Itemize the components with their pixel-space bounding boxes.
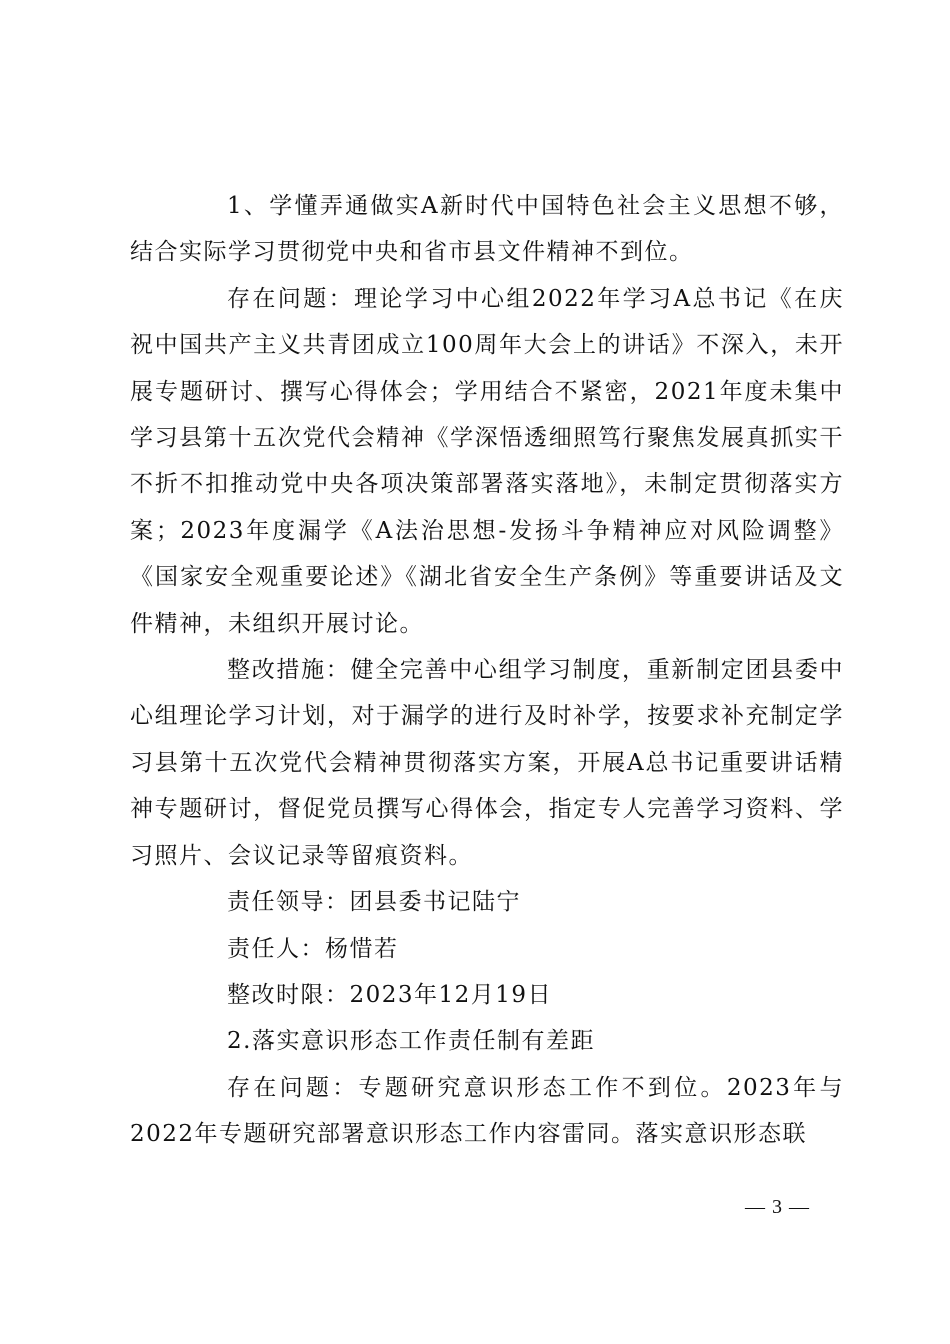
- paragraph-deadline: 整改时限：2023年12月19日: [227, 981, 553, 1008]
- paragraph-responsible-leader: 责任领导：团县委书记陆宁: [227, 889, 521, 916]
- paragraph-item-1: 1、学懂弄通做实A新时代中国特色社会主义思想不够，结合实际学习贯彻党中央和省市县文件精神不到位。: [130, 193, 844, 266]
- paragraph-problem-1: 存在问题：理论学习中心组2022年学习A总书记《在庆祝中国共产主义共青团成立100周年大会上的讲话》不深入，未开展专题研讨、撰写心得体会；学用结合不紧密，2021年度未集中学习县第十五次党代会精神《学深悟透细照笃行聚焦发展真抓实干不折不扣推动党中央各项决策部署落实落地》，未制定贯彻落实方案；2023年度漏学《A法治思想-发扬斗争精神应对风险调整》《国家安全观重要论述》《湖北省安全生产条例》等重要讲话及文件精神，未组织开展讨论。: [130, 285, 844, 637]
- paragraph-item-2: 2.落实意识形态工作责任制有差距: [227, 1028, 595, 1055]
- paragraph-responsible-person: 责任人：杨惜若: [227, 935, 399, 962]
- page-number: — 3 —: [745, 1196, 810, 1218]
- paragraph-measures-1: 整改措施：健全完善中心组学习制度，重新制定团县委中心组理论学习计划，对于漏学的进行及时补学，按要求补充制定学习县第十五次党代会精神贯彻落实方案，开展A总书记重要讲话精神专题研讨，督促党员撰写心得体会，指定专人完善学习资料、学习照片、会议记录等留痕资料。: [130, 657, 844, 869]
- paragraph-problem-2: 存在问题：专题研究意识形态工作不到位。2023年与2022年专题研究部署意识形态工作内容雷同。落实意识形态联: [130, 1074, 844, 1148]
- document-body: [130, 183, 844, 1158]
